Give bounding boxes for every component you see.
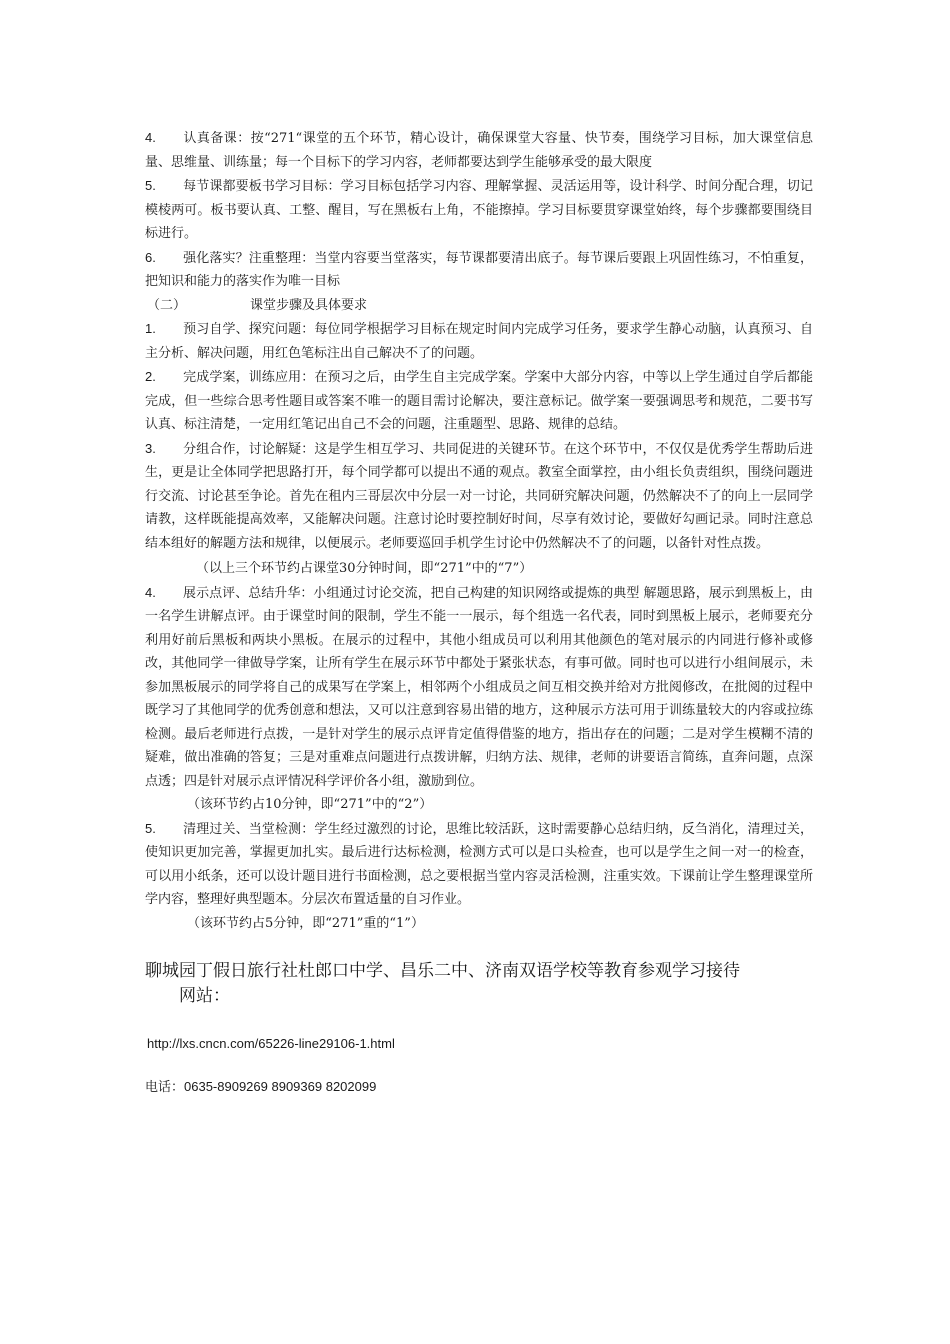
- document-page: [145, 126, 813, 1095]
- item-text: 清理过关、当堂检测：学生经过激烈的讨论，思维比较活跃，这时需要静心总结归纳，反刍消化，清理过关，使知识更加完善，掌握更加扎实。最后进行达标检测，检测方式可以是口头检查，也可以是学生之间一对一的检查，可以用小纸条，还可以设计题目进行书面检测，总之要根据当堂内容灵活检测，注重实效。下课前让学生整理课堂所学内容，整理好典型题本。分层次布置适量的自习作业。: [145, 821, 813, 907]
- website-link[interactable]: http://lxs.cncn.com/65226-line29106-1.html: [147, 1036, 395, 1051]
- list-item: [145, 437, 813, 556]
- time-note: （该环节约占5分钟，即“271”重的“1”）: [187, 915, 424, 931]
- item-number: 5.: [145, 178, 156, 193]
- item-number: 6.: [145, 249, 156, 265]
- item-text: 每节课都要板书学习目标：学习目标包括学习内容、理解掌握、灵活运用等，设计科学、时间分配合理，切记模棱两可。板书要认真、工整、醒目，写在黑板右上角，不能擦掉。学习目标要贯穿课堂始终，每个步骤都要围绕目标进行。: [145, 179, 813, 241]
- item-number: 4.: [145, 130, 156, 145]
- footer-title-line1: 聊城园丁假日旅行社杜郎口中学、昌乐二中、济南双语学校等教育参观学习接待: [145, 961, 740, 981]
- item-text: 认真备课：按“271“课堂的五个环节，精心设计，确保课堂大容量、快节奏，围绕学习目标，加大课堂信息量、思维量、训练量；每一个目标下的学习内容，老师都要达到学生能够承受的最大限度: [145, 131, 813, 170]
- footer-title-line2: 网站：: [179, 986, 230, 1006]
- section-heading: [145, 294, 813, 318]
- item-text: 展示点评、总结升华：小组通过讨论交流，把自己构建的知识网络或提炼的典型 解题思路，展示到黑板上，由一名学生讲解点评。由于课堂时间的限制，学生不能一一展示，每个组选一名代表，同时到黑板上展示，老师要充分利用好前后黑板和两块小黑板。在展示的过程中，其他小组成员可以利用其他颜色的笔对展示的内同进行修补或修改，其他同学一律做导学案，让所有学生在展示环节中都处于紧张状态，有事可做。同时也可以进行小组间展示，未参加黑板展示的同学将自己的成果写在学案上，相邻两个小组成员之间互相交换并给对方批阅修改，在批阅的过程中既学习了其他同学的优秀创意和想法，又可以注意到容易出错的地方，这种展示方法可用于训练量较大的内容或拉练检测。最后老师进行点拨，一是针对学生的展示点评肯定值得借鉴的地方，指出存在的问题；二是对学生模糊不清的疑难，做出准确的答复；三是对重难点问题进行点拨讲解，归纳方法、规律，老师的讲要语言简练，直奔问题，点深点透；四是针对展示点评情况科学评价各小组，激励到位。: [145, 585, 813, 789]
- list-item: [145, 365, 813, 437]
- list-item: [145, 317, 813, 365]
- list-item: [145, 126, 813, 174]
- footer-title: [145, 959, 813, 1009]
- phone-label: 电话：: [145, 1080, 185, 1095]
- item-number: 4.: [145, 584, 156, 600]
- item-text: 分组合作，讨论解疑：这是学生相互学习、共同促进的关键环节。在这个环节中，不仅仅是优秀学生帮助后进生，更是让全体同学把思路打开，每个同学都可以提出不通的观点。教室全面掌控，由小组长负责组织，围绕问题进行交流、讨论甚至争论。首先在租内三哥层次中分层一对一讨论，共同研究解决问题，仍然解决不了的向上一层同学请教，这样既能提高效率，又能解决问题。注意讨论时要控制好时间，尽享有效讨论，要做好勾画记录。同时注意总结本组好的解题方法和规律，以便展示。老师要巡回手机学生讨论中仍然解决不了的问题，以备针对性点拨。: [145, 441, 813, 551]
- item-text: 预习自学、探究问题：每位同学根据学习目标在规定时间内完成学习任务，要求学生静心动脑，认真预习、自主分析、解决问题，用红色笔标注出自己解决不了的问题。: [145, 322, 813, 361]
- time-note: （以上三个环节约占课堂30分钟时间，即“271”中的“7”）: [196, 561, 533, 576]
- list-item: [145, 246, 813, 294]
- item-number: 3.: [145, 440, 156, 456]
- list-item: [145, 174, 813, 246]
- item-number: 1.: [145, 321, 156, 336]
- list-item: [145, 581, 813, 794]
- section-title: 课堂步骤及具体要求: [250, 297, 368, 313]
- section-number: （二）: [147, 297, 187, 313]
- phone-value: 0635-8909269 8909369 8202099: [184, 1079, 377, 1094]
- list-item: [145, 817, 813, 912]
- phone-line: [145, 1076, 813, 1095]
- item-number: 5.: [145, 820, 156, 836]
- item-text: 完成学案，训练应用：在预习之后，由学生自主完成学案。学案中大部分内容，中等以上学生通过自学后都能完成，但一些综合思考性题目或答案不唯一的题目需讨论解决，要注意标记。做学案一要强调思考和规范，二要书写认真、标注清楚，一定用红笔记出自己不会的问题，注重题型、思路、规律的总结。: [145, 370, 813, 432]
- item-number: 2.: [145, 369, 156, 384]
- item-text: 强化落实？注重整理：当堂内容要当堂落实，每节课都要清出底子。每节课后要跟上巩固性练习，不怕重复，把知识和能力的落实作为唯一目标: [145, 250, 813, 289]
- time-note: （该环节约占10分钟，即“271”中的“2”）: [187, 797, 433, 812]
